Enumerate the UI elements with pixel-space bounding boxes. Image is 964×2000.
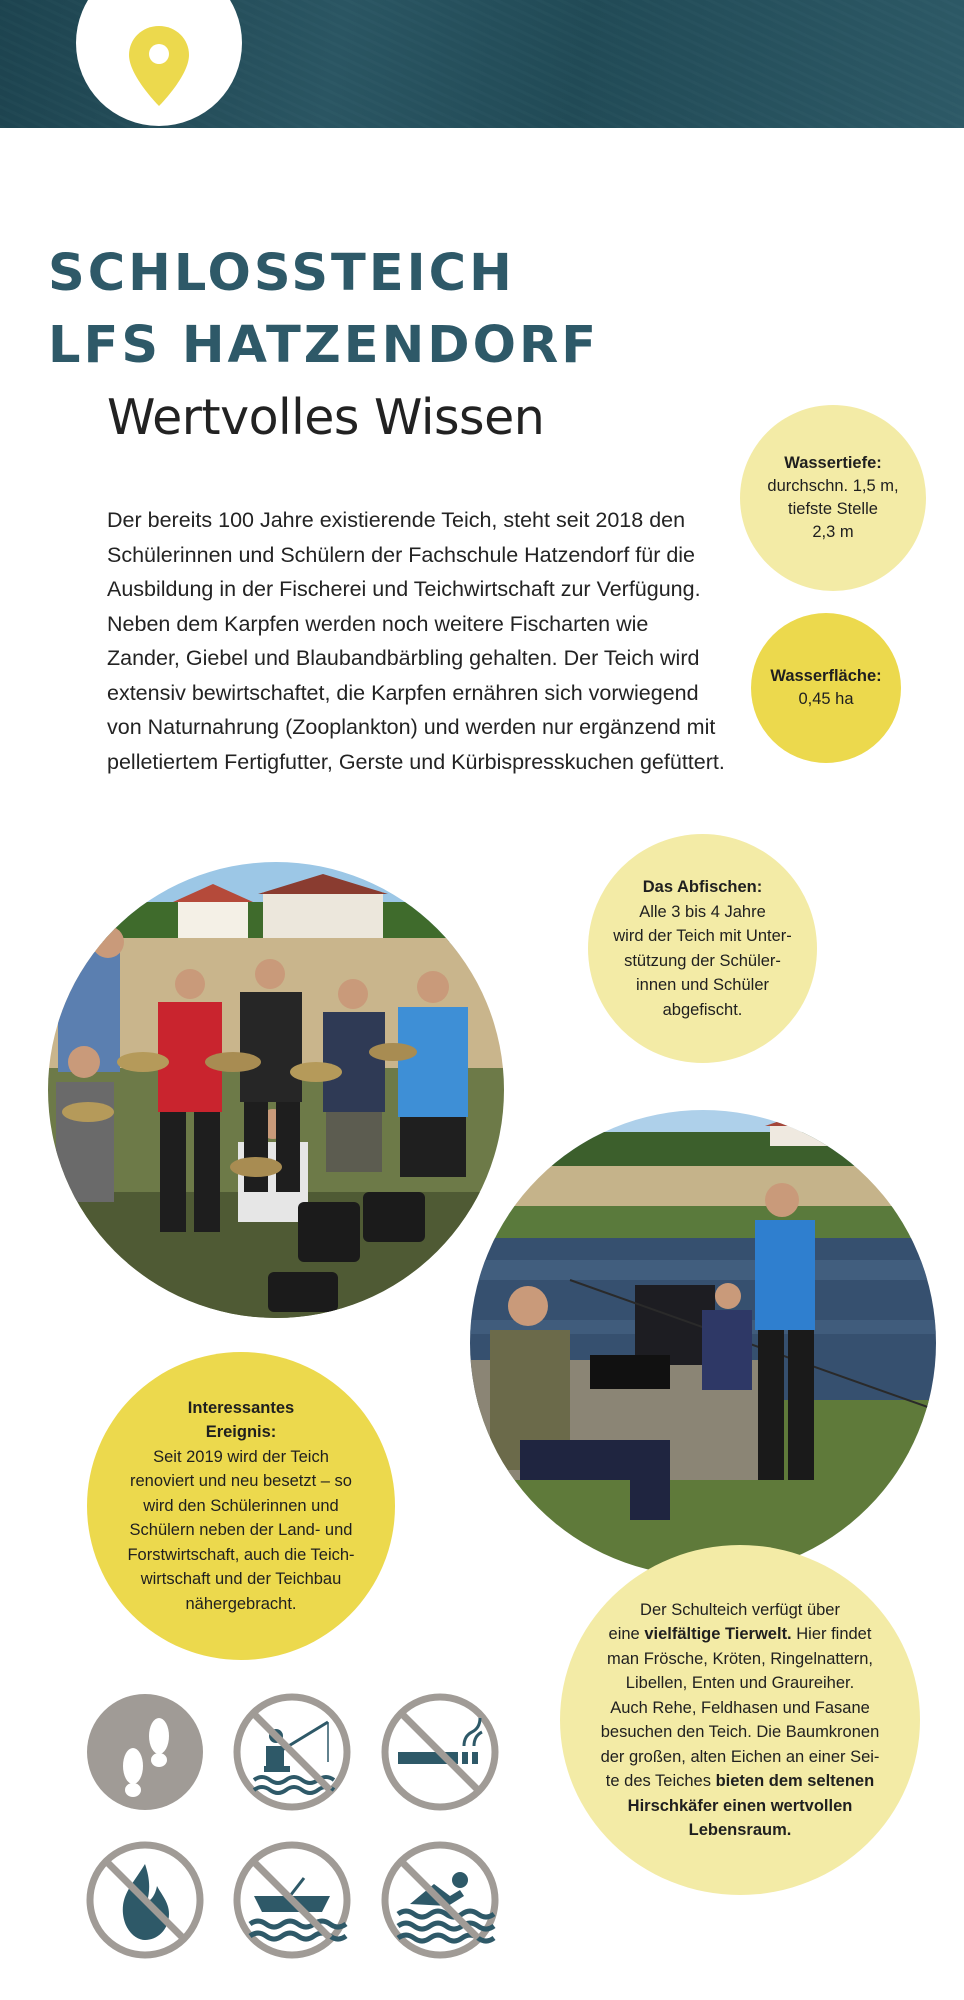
fauna-line bbox=[689, 1818, 792, 1843]
event-line: Forstwirtschaft, auch die Teich- bbox=[127, 1545, 355, 1564]
no-fire-icon bbox=[85, 1840, 205, 1960]
fishing-line: Alle 3 bis 4 Jahre bbox=[639, 902, 766, 921]
fauna-highlight: vielfältige Tierwelt. bbox=[644, 1625, 792, 1643]
fishing-line: stützung der Schüler- bbox=[624, 951, 781, 970]
fauna-line: Auch Rehe, Feldhasen und Fasane bbox=[610, 1698, 870, 1717]
water-area-bubble bbox=[751, 613, 901, 763]
event-line: Seit 2019 wird der Teich bbox=[153, 1447, 329, 1466]
water-depth-title: Wassertiefe: bbox=[784, 454, 882, 472]
fauna-text: eine bbox=[608, 1625, 645, 1643]
fauna-highlight: Lebensraum. bbox=[688, 1821, 792, 1839]
fishing-bubble bbox=[588, 834, 817, 1063]
intro-paragraph: Der bereits 100 Jahre existierende Teich, steht seit 2018 den Schülerinnen und Schülern der Fachschule Hatzendorf für die Ausbildung in der Fischerei und Teichwirtschaft zur Verfügung. Neben dem Karpfen werden noch weitere Fischarten wie Zander, Giebel und Blaubandbärbling gehalten. Der Teich wird extensiv bewirtschaftet, die Karpfen ernähren sich vorwiegend von Naturnahrung (Zooplankton) und werden nur ergänzend mit pelletiertem Fertigfutter, Gerste und Kürbispresskuchen gefüttert. bbox=[107, 508, 725, 774]
water-depth-line: 2,3 m bbox=[812, 523, 854, 541]
no-swimming-icon bbox=[380, 1840, 500, 1960]
fauna-text: Hier findet bbox=[791, 1625, 872, 1643]
event-title: Ereignis: bbox=[205, 1423, 277, 1442]
fauna-line bbox=[628, 1794, 853, 1819]
event-bubble bbox=[87, 1352, 395, 1660]
water-depth-bubble bbox=[740, 405, 926, 591]
fauna-text: te des Teiches bbox=[605, 1772, 716, 1790]
fauna-line bbox=[609, 1622, 872, 1647]
fauna-highlight: Hirschkäfer einen wertvollen bbox=[627, 1796, 853, 1815]
page-subtitle: Wertvolles Wissen bbox=[107, 389, 545, 446]
fauna-line: Der Schulteich verfügt über bbox=[640, 1600, 840, 1619]
page-title-line2: LFS HATZENDORF bbox=[48, 316, 600, 375]
fauna-highlight: bieten dem seltenen bbox=[715, 1772, 875, 1790]
water-depth-line: tiefste Stelle bbox=[788, 500, 878, 518]
fauna-line: der großen, alten Eichen an einer Sei- bbox=[600, 1747, 880, 1766]
water-depth-line: durchschn. 1,5 m, bbox=[767, 477, 899, 495]
event-title: Interessantes bbox=[187, 1398, 295, 1417]
fishing-line: abgefischt. bbox=[662, 1000, 743, 1019]
students-with-carp-photo bbox=[48, 862, 504, 1318]
fauna-line bbox=[606, 1769, 874, 1794]
fauna-line: besuchen den Teich. Die Baumkronen bbox=[600, 1723, 880, 1741]
event-line: Schülern neben der Land- und bbox=[129, 1521, 353, 1540]
no-fishing-icon bbox=[232, 1692, 352, 1812]
fauna-line: man Frösche, Kröten, Ringelnattern, bbox=[607, 1649, 873, 1668]
fishing-line: wird der Teich mit Unter- bbox=[613, 927, 792, 945]
no-smoking-icon bbox=[380, 1692, 500, 1812]
footprints-icon bbox=[85, 1692, 205, 1812]
fishing-line: innen und Schüler bbox=[635, 976, 769, 994]
fishing-title: Das Abfischen: bbox=[642, 878, 763, 896]
water-area-value: 0,45 ha bbox=[798, 690, 854, 708]
water-area-title: Wasserfläche: bbox=[770, 667, 882, 685]
no-boating-icon bbox=[232, 1840, 352, 1960]
map-pin-icon bbox=[127, 24, 191, 108]
fauna-line: Libellen, Enten und Graureiher. bbox=[625, 1674, 855, 1692]
event-line: wirtschaft und der Teichbau bbox=[140, 1570, 342, 1589]
event-line: renoviert und neu besetzt – so bbox=[130, 1472, 352, 1491]
event-line: wird den Schülerinnen und bbox=[143, 1496, 339, 1515]
page-title-line1: SCHLOSSTEICH bbox=[48, 244, 515, 303]
fauna-bubble bbox=[560, 1545, 920, 1895]
pond-fishing-photo bbox=[470, 1110, 936, 1576]
event-line: nähergebracht. bbox=[185, 1594, 297, 1613]
